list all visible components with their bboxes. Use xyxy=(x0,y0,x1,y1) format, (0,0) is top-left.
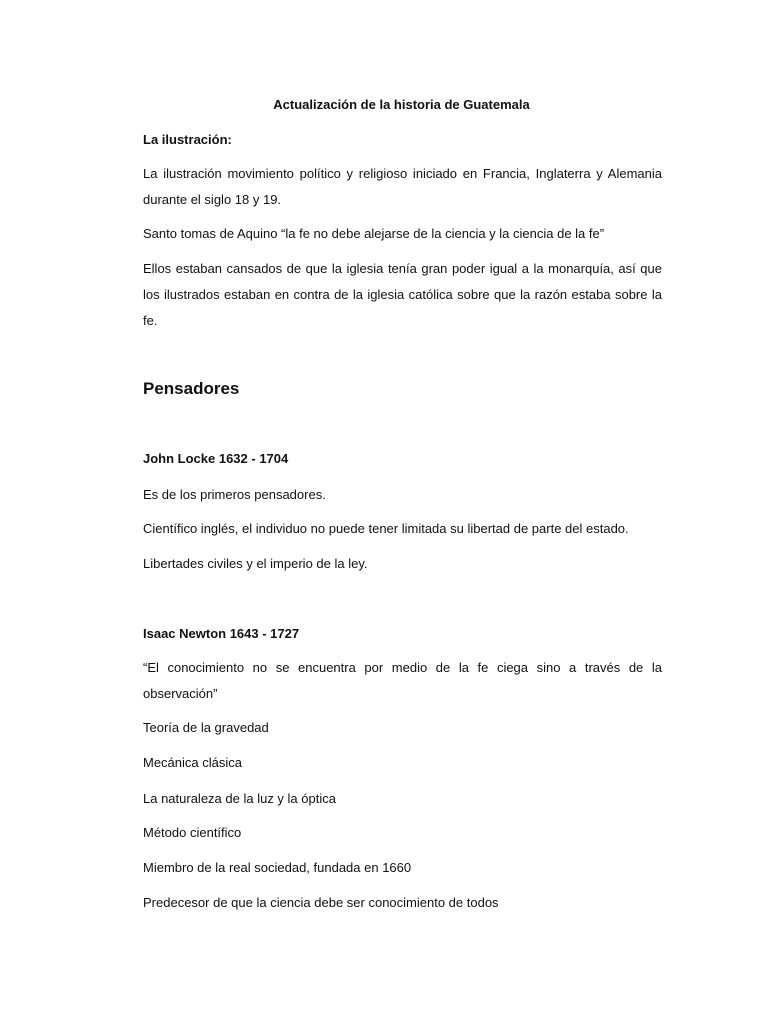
locke-heading: John Locke 1632 - 1704 xyxy=(143,451,289,466)
newton-paragraph: La naturaleza de la luz y la óptica xyxy=(143,791,336,806)
locke-paragraph: Libertades civiles y el imperio de la ley. xyxy=(143,556,368,571)
newton-paragraph: Miembro de la real sociedad, fundada en 1660 xyxy=(143,860,412,875)
newton-paragraph: Método científico xyxy=(143,825,242,840)
newton-paragraph: Mecánica clásica xyxy=(143,755,242,770)
aquino-quote-paragraph: Santo tomas de Aquino “la fe no debe alejarse de la ciencia y la ciencia de la fe” xyxy=(143,226,605,241)
ilustracion-paragraph: La ilustración movimiento político y religioso iniciado en Francia, Inglaterra y Alemania durante el siglo 18 y 19. xyxy=(143,166,662,207)
ilustracion-heading: La ilustración: xyxy=(143,132,232,147)
ilustrados-paragraph: Ellos estaban cansados de que la iglesia tenía gran poder igual a la monarquía, así que los ilustrados estaban en contra de la iglesia católica sobre que la razón estaba sobre la fe. xyxy=(143,261,662,328)
locke-paragraph: Es de los primeros pensadores. xyxy=(143,487,326,502)
newton-paragraph: Predecesor de que la ciencia debe ser conocimiento de todos xyxy=(143,895,499,910)
newton-heading: Isaac Newton 1643 - 1727 xyxy=(143,626,300,641)
document-title: Actualización de la historia de Guatemala xyxy=(273,97,530,112)
newton-quote-paragraph: “El conocimiento no se encuentra por medio de la fe ciega sino a través de la observación” xyxy=(143,660,662,701)
locke-paragraph: Científico inglés, el individuo no puede tener limitada su libertad de parte del estado. xyxy=(143,521,629,536)
pensadores-heading: Pensadores xyxy=(143,379,240,398)
newton-paragraph: Teoría de la gravedad xyxy=(143,720,269,735)
